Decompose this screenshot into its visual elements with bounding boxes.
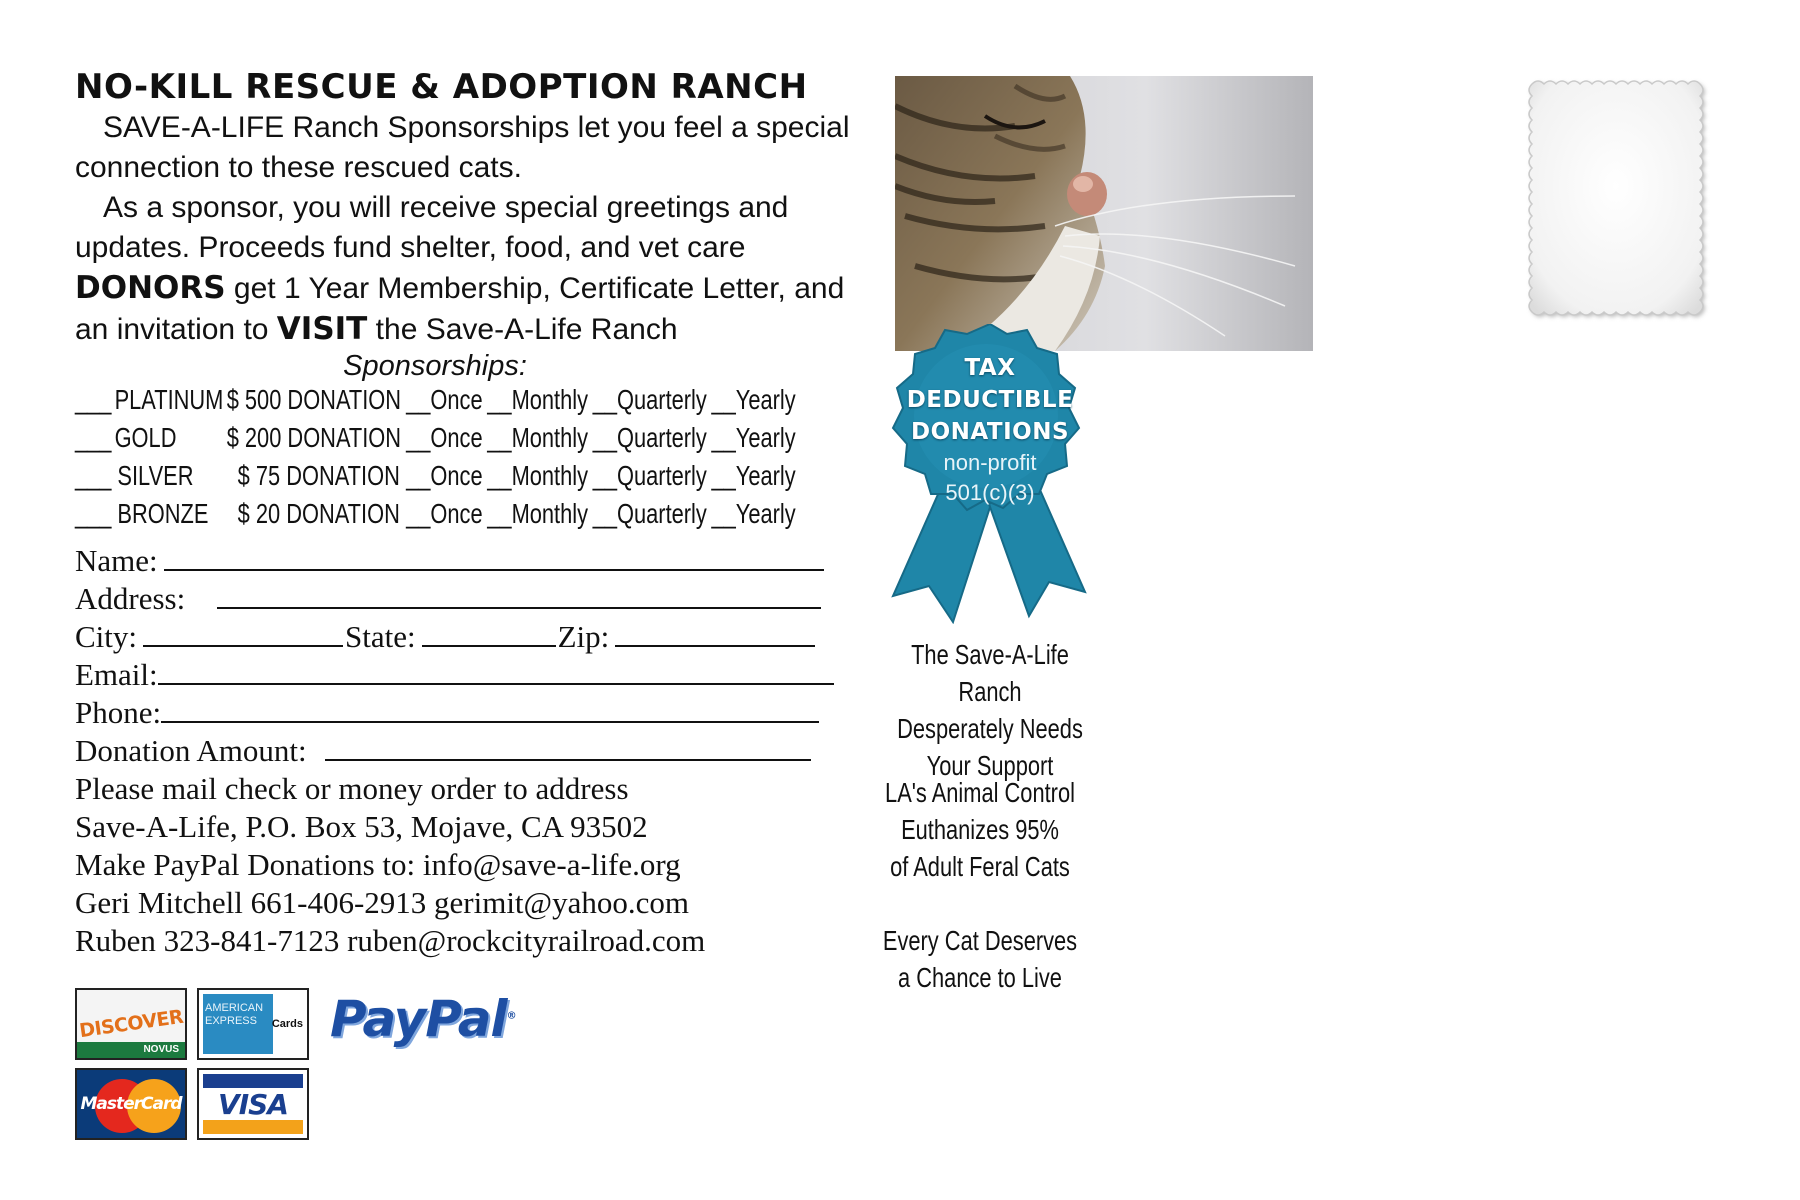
amex-logo xyxy=(197,988,309,1060)
phone-row xyxy=(75,694,885,732)
intro-text-2: As a sponsor, you will receive special greetings and updates. Proceeds fund shelter, food, and vet care xyxy=(75,191,789,264)
payment-logos xyxy=(75,988,535,1148)
tier-checkbox-blank[interactable]: ___ xyxy=(75,460,112,491)
tax-deductible-badge xyxy=(885,324,1095,624)
frequency-once[interactable]: __Once xyxy=(406,422,483,453)
city-field[interactable] xyxy=(143,623,343,647)
frequency-quarterly[interactable]: __Quarterly xyxy=(592,498,707,529)
badge-line-tax: TAX xyxy=(964,355,1016,381)
state-label: State: xyxy=(345,619,416,654)
cat-face-image xyxy=(895,76,1313,351)
stamp-icon xyxy=(1524,76,1712,324)
tier-amount: $ 200 DONATION xyxy=(226,422,402,453)
tier-level: SILVER xyxy=(117,460,194,491)
badge-line-donations: DONATIONS xyxy=(910,419,1070,445)
paypal-trademark: ® xyxy=(506,1010,516,1022)
address-row xyxy=(75,580,885,618)
deserves-message xyxy=(883,922,1078,996)
cat-photo xyxy=(895,76,1313,351)
paypal-instructions: Make PayPal Donations to: info@save-a-life.org xyxy=(75,847,681,882)
contact-geri: Geri Mitchell 661-406-2913 gerimit@yahoo.com xyxy=(75,885,689,920)
state-field[interactable] xyxy=(422,623,556,647)
city-label: City: xyxy=(75,619,138,654)
donor-benefits xyxy=(75,268,885,350)
tier-row-platinum[interactable] xyxy=(75,384,800,422)
deserves-line-2: a Chance to Live xyxy=(898,962,1062,993)
tier-amount: $ 20 DONATION xyxy=(237,498,400,529)
donors-text: get 1 Year Membership, Certificate Letter, and an invitation to xyxy=(75,272,845,346)
address-label: Address: xyxy=(75,581,186,616)
visa-blue-band xyxy=(203,1074,303,1088)
euthanasia-message xyxy=(883,774,1078,885)
city-state-zip-row xyxy=(75,618,885,656)
discover-logo xyxy=(75,988,187,1060)
frequency-yearly[interactable]: __Yearly xyxy=(711,498,796,529)
tier-row-gold[interactable] xyxy=(75,422,800,460)
tier-checkbox-blank[interactable]: ___ xyxy=(75,498,112,529)
name-row xyxy=(75,542,885,580)
tier-amount: $ 500 DONATION xyxy=(226,384,402,415)
visa-logo xyxy=(197,1068,309,1140)
support-line-2: Desperately Needs xyxy=(897,713,1083,744)
amex-line-1: AMERICAN xyxy=(205,1002,264,1014)
euthanasia-line-1: LA's Animal Control xyxy=(885,777,1075,808)
amex-line-2: EXPRESS xyxy=(205,1015,257,1027)
mail-instructions: Please mail check or money order to address xyxy=(75,771,629,806)
intro-paragraph-1 xyxy=(75,108,885,188)
support-message xyxy=(893,636,1088,784)
mailing-address: Save-A-Life, P.O. Box 53, Mojave, CA 93502 xyxy=(75,809,648,844)
postage-stamp-placeholder xyxy=(1524,76,1712,324)
frequency-once[interactable]: __Once xyxy=(406,460,483,491)
amex-cards-text: Cards xyxy=(271,1018,303,1030)
name-label: Name: xyxy=(75,543,158,578)
tier-amount: $ 75 DONATION xyxy=(237,460,400,491)
euthanasia-line-3: of Adult Feral Cats xyxy=(890,851,1070,882)
badge-line-nonprofit: non-profit xyxy=(943,450,1037,475)
euthanasia-line-2: Euthanizes 95% xyxy=(901,814,1059,845)
paypal-logo xyxy=(330,990,516,1048)
frequency-monthly[interactable]: __Monthly xyxy=(487,384,589,415)
mastercard-wordmark: MasterCard xyxy=(80,1094,182,1114)
paypal-wordmark: PayPal xyxy=(330,990,507,1048)
sponsorship-tiers xyxy=(75,384,885,536)
tier-level: GOLD xyxy=(114,422,177,453)
donors-word: DONORS xyxy=(75,270,226,306)
frequency-monthly[interactable]: __Monthly xyxy=(487,460,589,491)
tier-checkbox-blank[interactable]: ___ xyxy=(75,422,112,453)
intro-text-1: SAVE-A-LIFE Ranch Sponsorships let you feel a special connection to these rescued cats. xyxy=(75,111,850,184)
badge-line-deductible: DEDUCTIBLE xyxy=(906,387,1074,413)
deserves-line-1: Every Cat Deserves xyxy=(882,925,1078,956)
email-label: Email: xyxy=(75,657,158,692)
support-line-1: The Save-A-Life Ranch xyxy=(911,639,1069,707)
contact-ruben: Ruben 323-841-7123 ruben@rockcityrailroad.com xyxy=(75,923,706,958)
badge-text xyxy=(885,352,1095,508)
frequency-quarterly[interactable]: __Quarterly xyxy=(592,460,707,491)
phone-label: Phone: xyxy=(75,695,162,730)
frequency-monthly[interactable]: __Monthly xyxy=(487,422,589,453)
contact-info xyxy=(75,770,885,960)
sponsorships-heading: Sponsorships: xyxy=(343,350,527,382)
phone-field[interactable] xyxy=(161,699,819,723)
visa-gold-band xyxy=(203,1120,303,1134)
email-field[interactable] xyxy=(158,661,834,685)
frequency-monthly[interactable]: __Monthly xyxy=(487,498,589,529)
tier-row-silver[interactable] xyxy=(75,460,800,498)
zip-field[interactable] xyxy=(615,623,815,647)
tier-level: PLATINUM xyxy=(114,384,224,415)
frequency-once[interactable]: __Once xyxy=(406,384,483,415)
discover-novus-band: NOVUS xyxy=(77,1042,185,1058)
tier-row-bronze[interactable] xyxy=(75,498,800,536)
badge-line-501c3: 501(c)(3) xyxy=(945,480,1035,505)
email-row xyxy=(75,656,885,694)
donation-amount-field[interactable] xyxy=(325,737,811,761)
visa-wordmark: VISA xyxy=(218,1087,288,1121)
frequency-quarterly[interactable]: __Quarterly xyxy=(592,384,707,415)
frequency-yearly[interactable]: __Yearly xyxy=(711,384,796,415)
visit-word: VISIT xyxy=(276,311,368,347)
frequency-quarterly[interactable]: __Quarterly xyxy=(592,422,707,453)
mastercard-logo xyxy=(75,1068,187,1140)
donation-amount-label: Donation Amount: xyxy=(75,733,307,768)
contact-form xyxy=(75,542,885,770)
frequency-yearly[interactable]: __Yearly xyxy=(711,422,796,453)
intro-paragraph-2 xyxy=(75,188,885,268)
name-field[interactable] xyxy=(164,547,824,571)
frequency-once[interactable]: __Once xyxy=(406,498,483,529)
amex-box xyxy=(203,994,273,1054)
visit-text: the Save-A-Life Ranch xyxy=(367,313,678,346)
donation-amount-row xyxy=(75,732,885,770)
tier-checkbox-blank[interactable]: ___ xyxy=(75,384,112,415)
zip-label: Zip: xyxy=(557,619,610,654)
sponsorship-form xyxy=(75,66,885,960)
discover-wordmark: DISCOVER xyxy=(77,1005,185,1043)
tier-level: BRONZE xyxy=(117,498,209,529)
address-field[interactable] xyxy=(217,585,821,609)
support-line-3: Your Support xyxy=(926,750,1054,781)
headline: NO-KILL RESCUE & ADOPTION RANCH xyxy=(75,67,808,107)
frequency-yearly[interactable]: __Yearly xyxy=(711,460,796,491)
